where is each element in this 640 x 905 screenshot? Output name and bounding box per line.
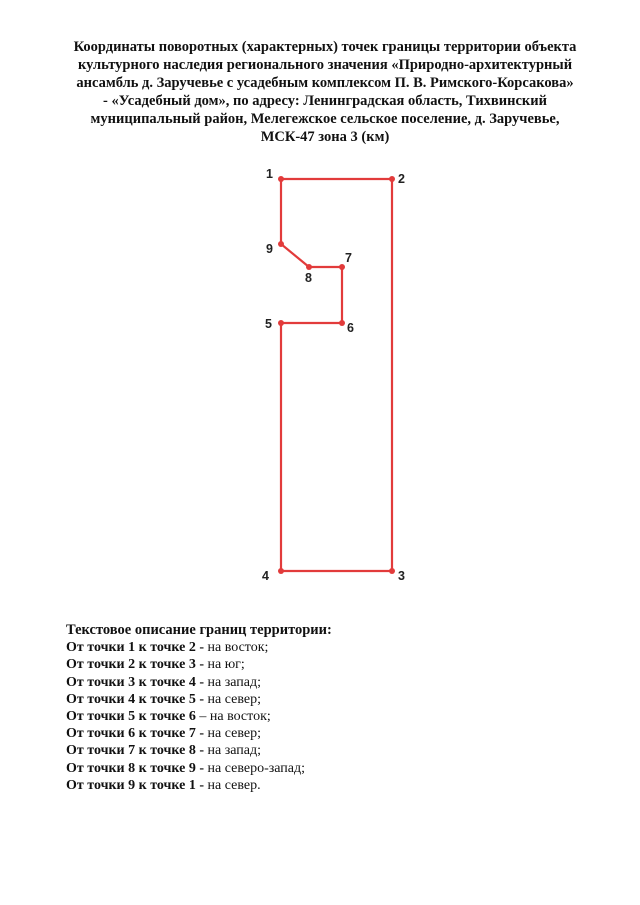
boundary-vertex-9 bbox=[278, 241, 284, 247]
boundary-vertices bbox=[278, 176, 395, 574]
description-row bbox=[66, 742, 332, 759]
title-line-6: МСК-47 зона 3 (км) bbox=[260, 129, 390, 145]
description-row-from: От точки 8 к точке 9 - bbox=[66, 760, 205, 776]
boundary-vertex-1 bbox=[278, 176, 284, 182]
description-row-direction: на север; bbox=[204, 691, 261, 707]
description-row-from: От точки 9 к точке 1 - bbox=[66, 777, 205, 793]
description-row-direction: – на восток; bbox=[195, 709, 271, 725]
point-label-8: 8 bbox=[305, 271, 312, 285]
description-row-from: От точки 7 к точке 8 - bbox=[66, 743, 205, 759]
description-row-direction: на восток; bbox=[204, 640, 269, 656]
boundary-vertex-8 bbox=[306, 264, 312, 270]
description-heading: Текстовое описание границ территории: bbox=[66, 622, 332, 638]
description-row-from: От точки 3 к точке 4 - bbox=[66, 674, 205, 690]
title-line-3: ансамбль д. Заручевье с усадебным комплексом П. В. Римского-Корсакова» bbox=[76, 75, 574, 91]
description-row bbox=[66, 674, 332, 691]
boundary-vertex-5 bbox=[278, 320, 284, 326]
title-line-1: Координаты поворотных (характерных) точек границы территории объекта bbox=[73, 39, 577, 55]
boundary-vertex-2 bbox=[389, 176, 395, 182]
boundary-description bbox=[66, 622, 332, 794]
point-label-5: 5 bbox=[265, 317, 272, 331]
description-row-direction: на запад; bbox=[204, 674, 261, 690]
description-row bbox=[66, 725, 332, 742]
description-row bbox=[66, 760, 332, 777]
point-label-9: 9 bbox=[266, 242, 273, 256]
boundary-vertex-4 bbox=[278, 568, 284, 574]
title-line-5: муниципальный район, Мелегежское сельское поселение, д. Заручевье, bbox=[90, 111, 560, 127]
boundary-point-labels bbox=[262, 167, 405, 583]
description-row-direction: на север. bbox=[204, 777, 261, 793]
point-label-1: 1 bbox=[266, 167, 273, 181]
point-label-6: 6 bbox=[347, 321, 354, 335]
description-row-direction: на юг; bbox=[204, 657, 245, 673]
description-row-from: От точки 1 к точке 2 - bbox=[66, 640, 205, 656]
description-row-from: От точки 2 к точке 3 - bbox=[66, 657, 205, 673]
boundary-vertex-3 bbox=[389, 568, 395, 574]
point-label-4: 4 bbox=[262, 569, 269, 583]
point-label-3: 3 bbox=[398, 569, 405, 583]
boundary-outline bbox=[281, 179, 392, 571]
description-row bbox=[66, 639, 332, 656]
description-row bbox=[66, 656, 332, 673]
description-row-direction: на север; bbox=[204, 726, 261, 742]
description-row-from: От точки 6 к точке 7 - bbox=[66, 726, 205, 742]
description-row-from: От точки 5 к точке 6 bbox=[66, 709, 196, 725]
description-row-from: От точки 4 к точке 5 - bbox=[66, 691, 205, 707]
boundary-vertex-6 bbox=[339, 320, 345, 326]
title-line-4: - «Усадебный дом», по адресу: Ленинградская область, Тихвинский bbox=[103, 93, 547, 109]
description-row-direction: на запад; bbox=[204, 743, 261, 759]
description-row bbox=[66, 708, 332, 725]
description-row-direction: на северо-запад; bbox=[204, 760, 306, 776]
point-label-2: 2 bbox=[398, 172, 405, 186]
description-row bbox=[66, 691, 332, 708]
point-label-7: 7 bbox=[345, 251, 352, 265]
description-row bbox=[66, 777, 332, 794]
title-line-2: культурного наследия регионального значения «Природно-архитектурный bbox=[77, 57, 573, 73]
